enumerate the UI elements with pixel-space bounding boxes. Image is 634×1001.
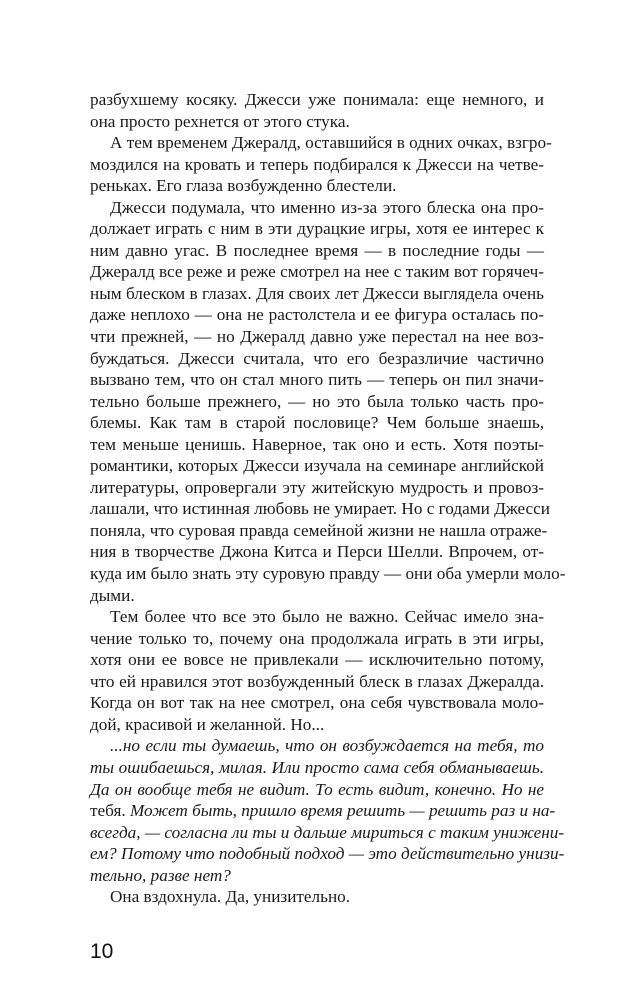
text-line: А тем временем Джералд, оставшийся в одних очках, взгро-: [110, 133, 552, 153]
text-line: лашали, что истинная любовь не умирает. Но с годами Джесси: [90, 499, 550, 519]
text-line: [90, 800, 556, 822]
paragraph: [90, 886, 544, 908]
text-line: что ей нравился этот возбужденный блеск в глазах Джералда.: [90, 671, 544, 691]
paragraph: [90, 606, 544, 735]
text-line: вызвано тем, что он стал много пить — теперь он пил значи-: [90, 370, 544, 390]
text-line: должает играть с ним в эти дурацкие игры, хотя ее интерес к: [90, 219, 544, 239]
text-line: дыми.: [90, 585, 135, 605]
paragraph: [90, 89, 544, 132]
paragraph: [90, 132, 552, 197]
text-line: ним давно угас. В последнее время — в последние годы —: [90, 240, 544, 260]
page-number: 10: [90, 940, 114, 963]
text-line: Джералд все реже и реже смотрел на нее с таким вот горячеч-: [90, 262, 544, 282]
text-line: реньках. Его глаза возбужденно блестели.: [90, 176, 397, 196]
text-line: ния в творчестве Джона Китса и Перси Шелли. Впрочем, от-: [90, 542, 544, 562]
text-line: моздился на кровать и теперь подбирался к Джесси на четве-: [90, 154, 544, 174]
text-line: ты ошибаешься, милая. Или просто сама себя обманываешь.: [90, 757, 544, 777]
text-line: Она вздохнула. Да, унизительно.: [110, 887, 351, 907]
text-line: всегда, — согласна ли ты и дальше мириться с таким унижени-: [90, 822, 565, 842]
text-line: Тем более что все это было не важно. Сейчас имело зна-: [110, 607, 544, 627]
text-line: буждаться. Джесси считала, что его безразличие частично: [90, 348, 544, 368]
text-line: тельно больше прежнего, — но это была только часть про-: [90, 391, 544, 411]
text-line: тельно, разве нет?: [90, 865, 231, 885]
text-line: ем? Потому что подобный подход — это действительно унизи-: [90, 844, 565, 864]
text-line: Когда он вот так на нее смотрел, она себя чувствовала моло-: [90, 693, 544, 713]
text-line: ным блеском в глазах. Для своих лет Джесси выглядела очень: [90, 283, 544, 303]
text-line: блемы. Как там в старой пословице? Чем больше знаешь,: [90, 413, 544, 433]
text-line: дой, красивой и желанной. Но...: [90, 714, 325, 734]
text-line: поняла, что суровая правда семейной жизни не нашла отраже-: [90, 520, 548, 540]
paragraph: [90, 735, 565, 886]
paragraph: [90, 197, 566, 606]
text-line: литературы, опровергали эту житейскую мудрость и провоз-: [90, 477, 544, 497]
text-line: Джесси подумала, что именно из-за этого блеска она про-: [110, 197, 544, 217]
text-line: романтики, которых Джесси изучала на семинаре английской: [90, 456, 544, 476]
text-line: разбухшему косяку. Джесси уже понимала: еще немного, и: [90, 90, 544, 109]
text-line: Да он вообще тебя не видит. То есть видит, конечно. Но не: [90, 779, 544, 799]
book-page-text: [90, 89, 566, 908]
text-segment: Может быть, пришло время решить — решить раз и на-: [129, 801, 556, 821]
text-line: тем меньше ценишь. Наверное, так оно и есть. Хотя поэты-: [90, 434, 544, 454]
text-line: она просто рехнется от этого стука.: [90, 111, 350, 131]
text-line: хотя они ее вовсе не привлекали — исключительно потому,: [90, 650, 544, 670]
text-line: ...но если ты думаешь, что он возбуждается на тебя, то: [110, 736, 544, 756]
text-line: чти прежней, — но Джералд давно уже перестал на нее воз-: [90, 327, 544, 347]
text-line: даже неплохо — она не растолстела и ее фигура осталась по-: [90, 305, 544, 325]
text-segment: тебя.: [90, 801, 130, 821]
text-line: куда им было знать эту суровую правду — они оба умерли моло-: [90, 564, 566, 584]
text-line: чение только то, почему она продолжала играть в эти игры,: [90, 628, 544, 648]
